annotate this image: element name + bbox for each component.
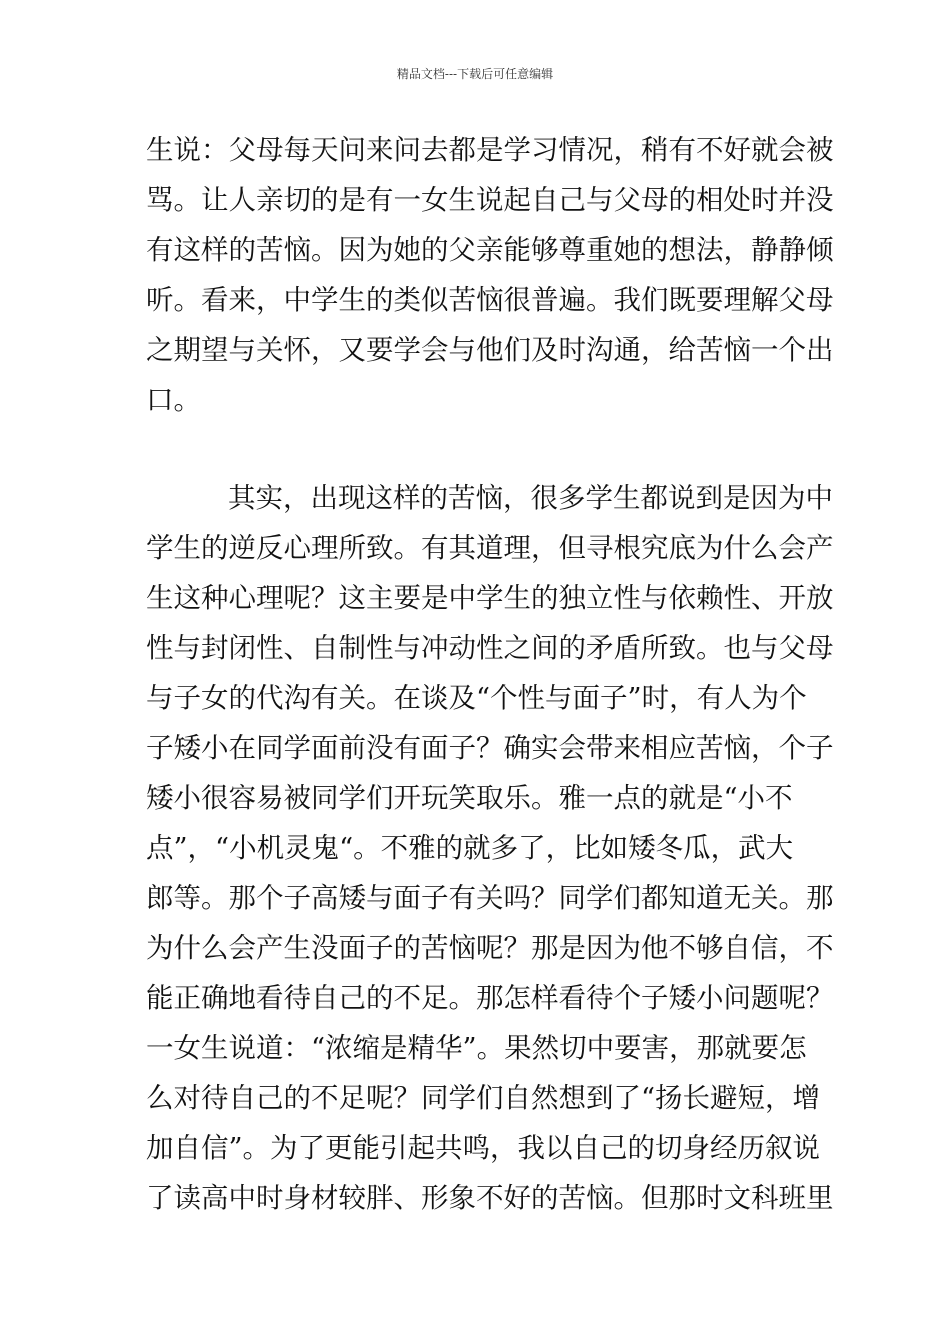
text-line: 加自信”。为了更能引起共鸣，我以自己的切身经历叙说 — [146, 1132, 821, 1164]
text-line: 生这种心理呢？这主要是中学生的独立性与依赖性、开放 — [146, 582, 834, 614]
text-line: 口。 — [146, 384, 201, 416]
page-header: 精品文档---下载后可任意编辑 — [396, 67, 554, 81]
text-line: 听。看来，中学生的类似苦恼很普遍。我们既要理解父母 — [146, 284, 834, 316]
text-line: 与子女的代沟有关。在谈及“个性与面子”时，有人为个 — [146, 682, 807, 714]
text-line: 学生的逆反心理所致。有其道理，但寻根究底为什么会产 — [146, 532, 834, 564]
text-line: 性与封闭性、自制性与冲动性之间的矛盾所致。也与父母 — [146, 632, 834, 664]
text-line: 有这样的苦恼。因为她的父亲能够尊重她的想法，静静倾 — [146, 234, 834, 266]
text-line: 之期望与关怀，又要学会与他们及时沟通，给苦恼一个出 — [146, 334, 834, 366]
text-line: 骂。让人亲切的是有一女生说起自己与父母的相处时并没 — [146, 184, 834, 216]
text-line: 为什么会产生没面子的苦恼呢？那是因为他不够自信，不 — [146, 932, 834, 964]
text-line: 矮小很容易被同学们开玩笑取乐。雅一点的就是“小不 — [146, 782, 793, 814]
text-line: 点”，“小机灵鬼“。不雅的就多了，比如矮冬瓜，武大 — [146, 832, 794, 864]
text-line: 能正确地看待自己的不足。那怎样看待个子矮小问题呢？ — [146, 982, 834, 1014]
text-line: 么对待自己的不足呢？同学们自然想到了“扬长避短，增 — [146, 1082, 821, 1114]
text-line: 了读高中时身材较胖、形象不好的苦恼。但那时文科班里 — [146, 1182, 834, 1214]
text-line: 子矮小在同学面前没有面子？确实会带来相应苦恼，个子 — [146, 732, 834, 764]
text-line: 郎等。那个子高矮与面子有关吗？同学们都知道无关。那 — [146, 882, 834, 914]
text-line: 其实，出现这样的苦恼，很多学生都说到是因为中 — [228, 482, 833, 514]
text-line: 一女生说道：“浓缩是精华”。果然切中要害，那就要怎 — [146, 1032, 807, 1064]
text-line: 生说：父母每天问来问去都是学习情况，稍有不好就会被 — [146, 134, 834, 166]
